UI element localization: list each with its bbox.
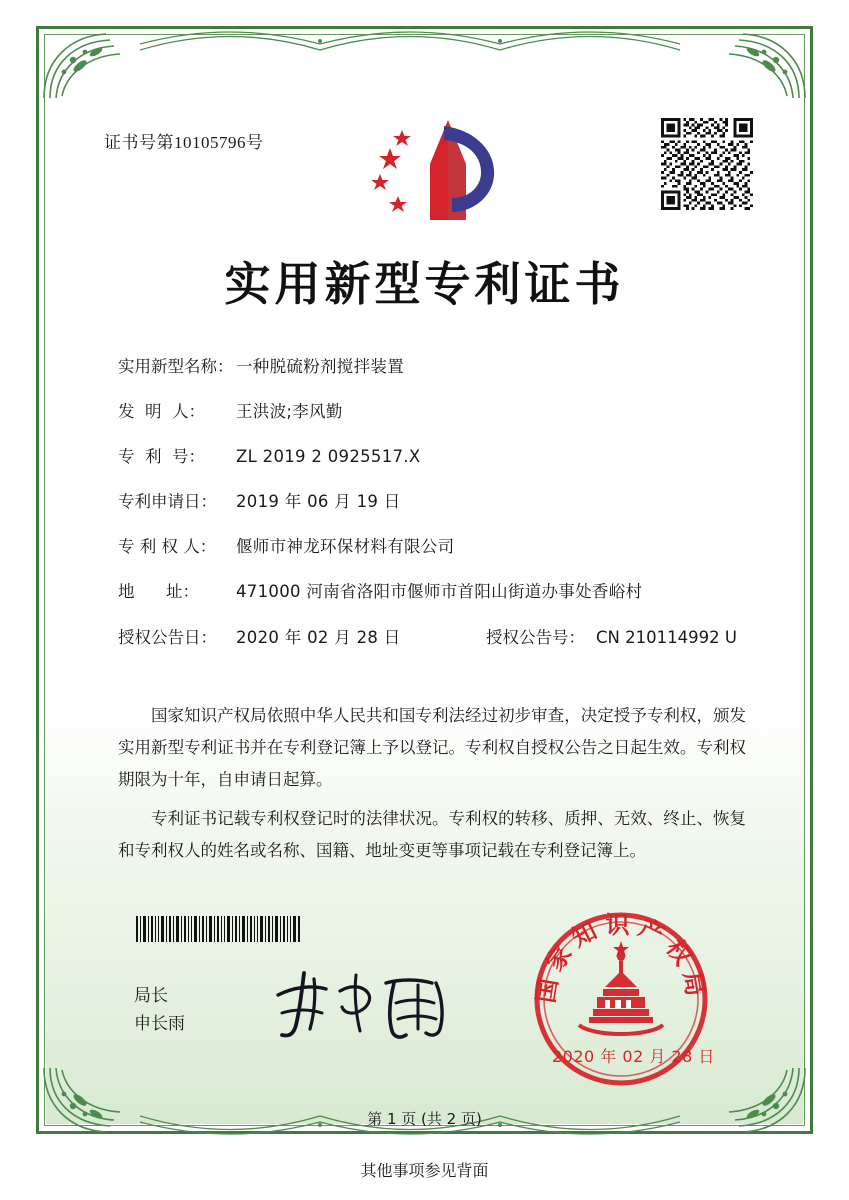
field-label: 发 明 人：: [118, 402, 205, 422]
field-row-address: [118, 580, 758, 603]
field-value: 2020 年 02 月 28 日: [236, 627, 401, 647]
body-paragraph-1: 国家知识产权局依照中华人民共和国专利法经过初步审查，决定授予专利权，颁发实用新型专利证书并在专利登记簿上予以登记。专利权自授权公告之日起生效。专利权期限为十年，自申请日起算。: [118, 706, 746, 790]
handwritten-signature-icon: [268, 965, 468, 1045]
field-row-grant-announcement: [118, 626, 758, 649]
field-label: 授权公告日：: [118, 627, 217, 647]
field-value: 471000 河南省洛阳市偃师市首阳山街道办事处香峪村: [236, 582, 643, 602]
back-side-note: 其他事项参见背面: [360, 1161, 489, 1180]
field-label: 实用新型名称：: [118, 357, 234, 376]
field-value: 一种脱硫粉剂搅拌装置: [236, 357, 404, 376]
field-label: 地 址：: [118, 582, 199, 602]
field-value: 2019 年 06 月 19 日: [236, 492, 401, 512]
field-label-secondary: 授权公告号：: [486, 627, 585, 647]
barcode-icon: [136, 916, 302, 942]
field-label: 专 利 权 人：: [118, 537, 217, 557]
page-number: 第 1 页 (共 2 页): [367, 1110, 482, 1128]
field-list: [118, 355, 758, 671]
field-value: 偃师市神龙环保材料有限公司: [236, 537, 455, 557]
field-value: 王洪波;李风勤: [236, 402, 343, 422]
cnipa-logo-icon: [372, 112, 502, 230]
qr-code-icon: [661, 118, 753, 210]
page-title: 实用新型专利证书: [224, 257, 625, 311]
certificate-number: 证书号第10105796号: [104, 133, 264, 152]
field-row-patent-number: [118, 445, 758, 468]
field-row-inventor: [118, 400, 758, 423]
director-title: 局长: [134, 986, 168, 1006]
field-value-secondary: CN 210114992 U: [596, 627, 737, 647]
field-label: 专利申请日：: [118, 492, 217, 512]
body-paragraph-2: 专利证书记载专利权登记时的法律状况。专利权的转移、质押、无效、终止、恢复和专利权人的姓名或名称、国籍、地址变更等事项记载在专利登记簿上。: [118, 808, 746, 860]
svg-text:国家知识产权局: 国家知识产权局: [531, 911, 711, 1005]
field-row-name: [118, 355, 758, 378]
field-label: 专 利 号：: [118, 447, 205, 467]
field-value: ZL 2019 2 0925517.X: [236, 447, 421, 467]
body-text: [118, 700, 746, 873]
field-row-application-date: [118, 490, 758, 513]
signature-block: [134, 982, 185, 1038]
field-row-patentee: [118, 535, 758, 558]
director-name: 申长雨: [134, 1014, 185, 1035]
seal-date: 2020 年 02 月 28 日: [552, 1047, 715, 1066]
